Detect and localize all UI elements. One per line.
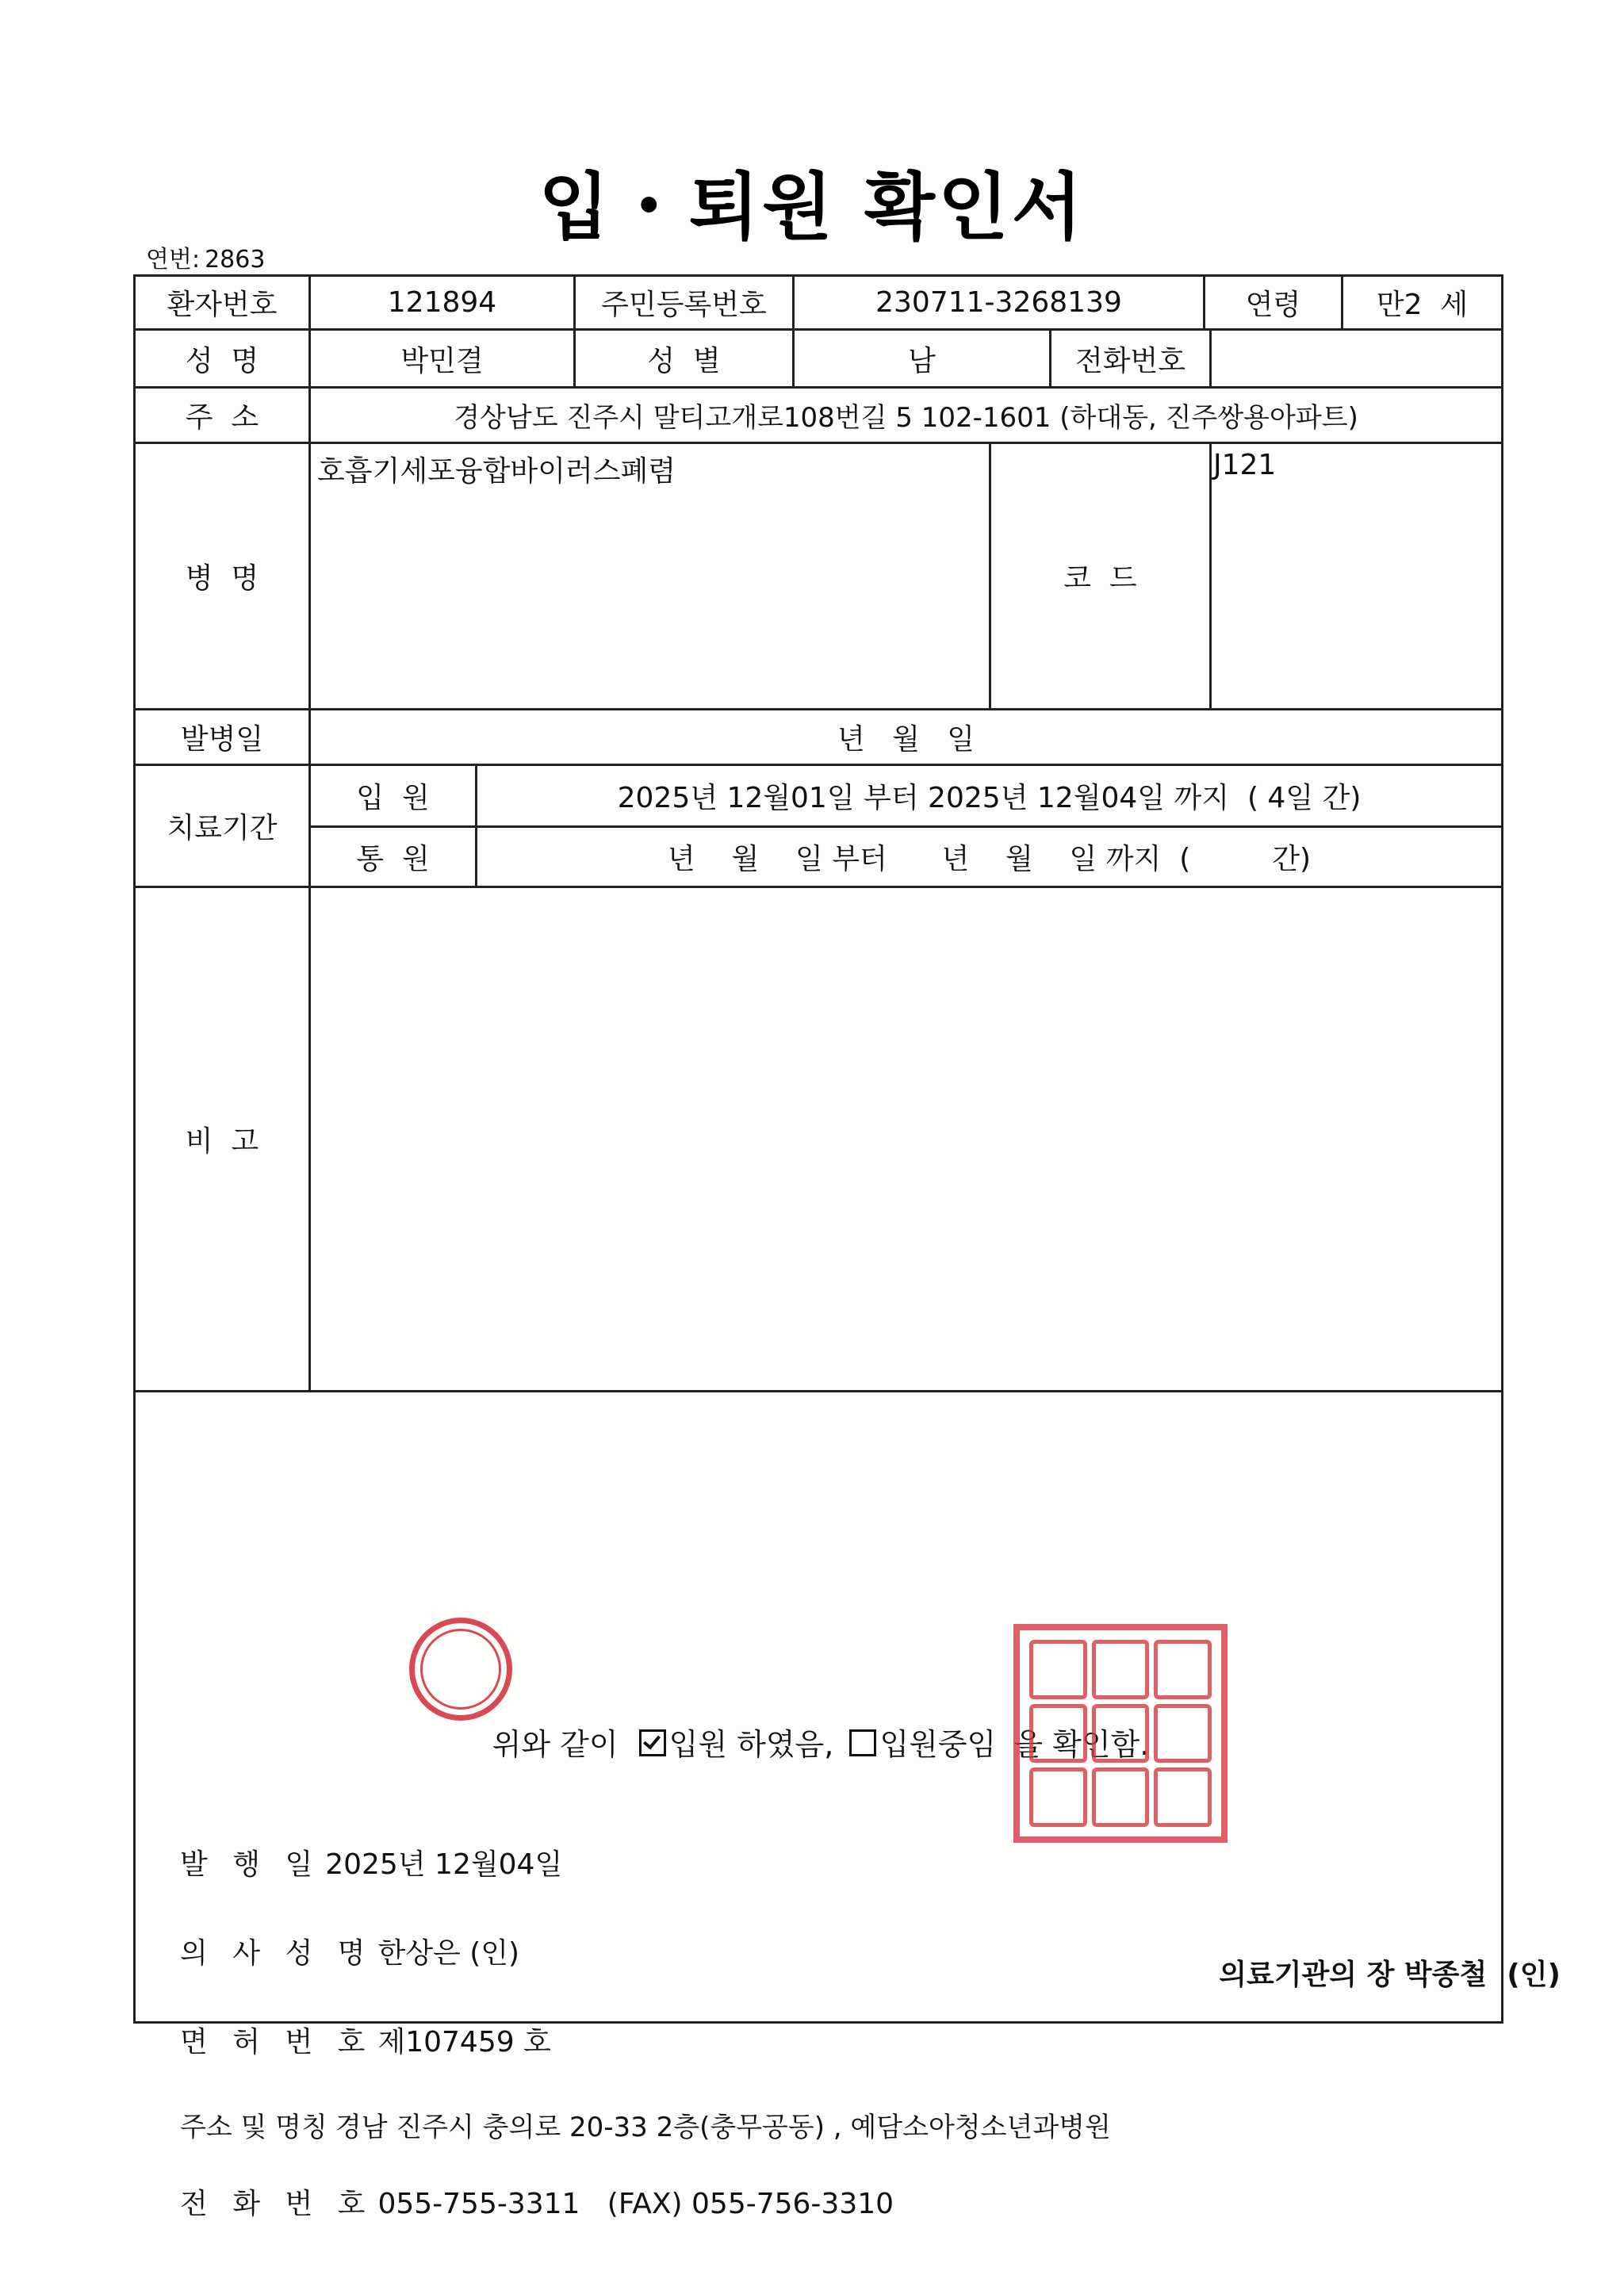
institution-address-value: 경남 진주시 충의로 20-33 2층(충무공동) , 예담소아청소년과병원 (335, 2112, 1111, 2143)
onset-value: 년 월 일 (837, 723, 975, 756)
sex-value: 남 (908, 344, 936, 377)
issue-date (180, 1842, 562, 1882)
confirm-option-in-hospital: 입원중임 (879, 1727, 997, 1762)
outpatient-period: 년 월 일 부터 년 월 일 까지 ( 간) (667, 843, 1312, 875)
confirm-suffix: 을 확인함. (1013, 1727, 1150, 1762)
doctor-name-label: 의 사 성 명 (180, 1937, 373, 1970)
code-value: J121 (1213, 449, 1277, 481)
in-hospital-checkbox (849, 1729, 876, 1756)
remarks-value (311, 888, 1501, 1390)
admitted-checkbox (639, 1729, 666, 1756)
hospital-seal-stamp (1013, 1624, 1228, 1843)
age-value: 만2 세 (1376, 289, 1469, 321)
license-number-value: 제107459 호 (377, 2026, 551, 2058)
document-title: 입・퇴원 확인서 (538, 165, 1086, 250)
name-value: 박민결 (400, 344, 484, 377)
phone-label: 전화번호 (1074, 344, 1186, 377)
remarks-label: 비 고 (185, 1125, 259, 1158)
address-label: 주 소 (185, 401, 259, 434)
rrn-value: 230711-3268139 (875, 286, 1122, 319)
confirmation-form (133, 274, 1503, 2220)
license-number-label: 면 허 번 호 (180, 2026, 373, 2058)
address-value: 경상남도 진주시 말티고개로108번길 5 102-1601 (하대동, 진주쌍용아파트) (454, 402, 1358, 434)
institution-phone-value: 055-755-3311 (FAX) 055-756-3310 (377, 2188, 894, 2220)
institution-address-label: 주소 및 명칭 (180, 2112, 327, 2143)
rrn-label: 주민등록번호 (601, 289, 767, 321)
treatment-period-label: 치료기간 (167, 812, 278, 844)
patient-number-value: 121894 (387, 286, 497, 319)
doctor-name-value: 한상은 (인) (377, 1937, 520, 1970)
phone-value (1212, 331, 1501, 386)
code-label: 코 드 (1063, 562, 1137, 595)
doctor-name (180, 1931, 519, 1971)
institution-phone (180, 2181, 894, 2222)
age-label: 연령 (1245, 289, 1301, 321)
institution-address (180, 2105, 1111, 2144)
outpatient-label: 통 원 (356, 843, 430, 875)
confirm-option-admitted: 입원 하였음, (668, 1727, 834, 1762)
name-label: 성 명 (185, 344, 259, 377)
patient-number-label: 환자번호 (167, 289, 278, 321)
issue-date-value: 2025년 12월04일 (325, 1848, 563, 1881)
disease-label: 병 명 (185, 562, 259, 595)
license-number (180, 2020, 551, 2060)
institution-phone-label: 전 화 번 호 (180, 2188, 373, 2220)
confirmation-statement (136, 1720, 1506, 1764)
serial-value: 2863 (205, 246, 266, 274)
confirm-prefix: 위와 같이 (492, 1727, 619, 1762)
institution-head-signature: 의료기관의 장 박종철 (인) (1219, 1959, 1561, 1991)
inpatient-label: 입 원 (356, 782, 430, 814)
serial-number (141, 239, 265, 274)
inpatient-period: 2025년 12월01일 부터 2025년 12월04일 까지 ( 4일 간) (617, 782, 1362, 814)
issue-date-label: 발 행 일 (180, 1848, 321, 1881)
sex-label: 성 별 (647, 344, 721, 377)
doctor-seal-stamp (409, 1618, 512, 1721)
onset-label: 발병일 (180, 723, 264, 756)
disease-value: 호흡기세포융합바이러스폐렴 (317, 455, 676, 488)
serial-label: 연번: (146, 246, 201, 274)
